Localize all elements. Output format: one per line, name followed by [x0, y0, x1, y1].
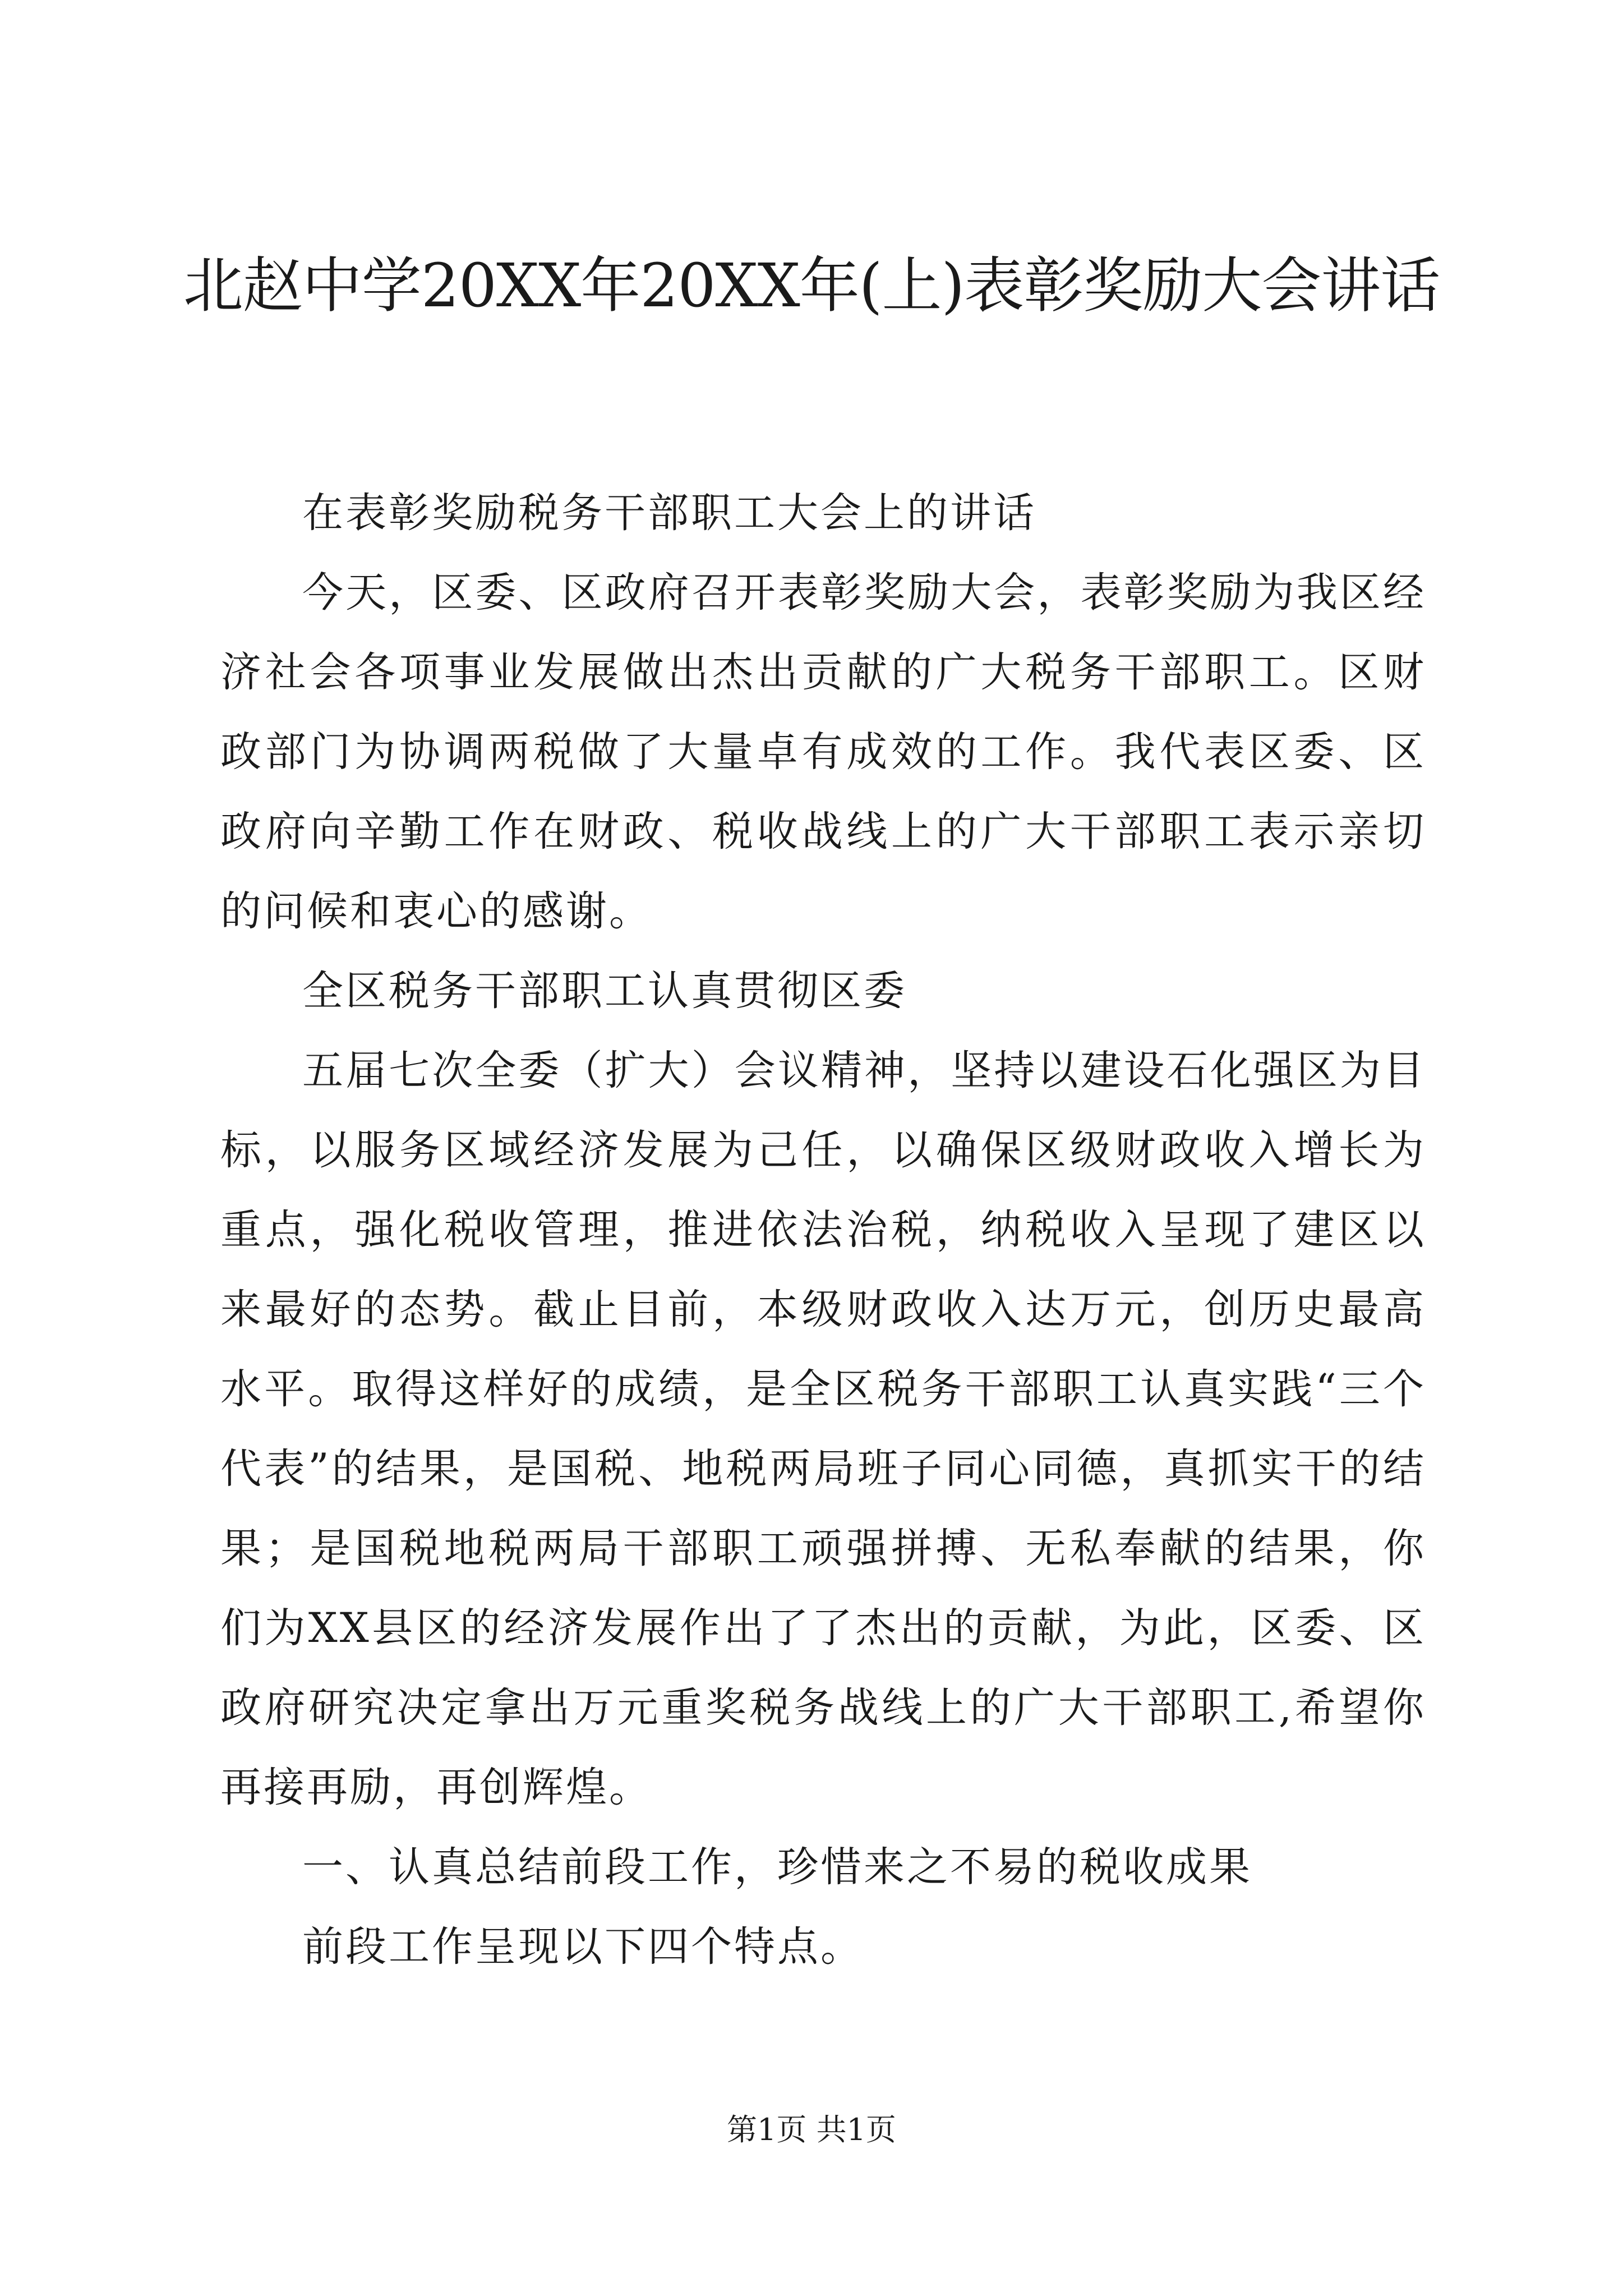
document-title: 北赵中学20XX年20XX年(上)表彰奖励大会讲话 [183, 251, 1440, 321]
paragraph-subtitle: 在表彰奖励税务干部职工大会上的讲话 [302, 489, 1036, 537]
page-number-footer: 第1页 共1页 [727, 2112, 896, 2147]
section-heading-one: 一、认真总结前段工作，珍惜来之不易的税收成果 [302, 1843, 1252, 1891]
paragraph-features: 前段工作呈现以下四个特点。 [302, 1923, 864, 1971]
document-body [220, 473, 1426, 1987]
paragraph-achievements: 五届七次全委（扩大）会议精神，坚持以建设石化强区为目标，以服务区域经济发展为己任，以确保区级财政收入增长为重点，强化税收管理，推进依法治税，纳税收入呈现了建区以来最好的态势。截止目前，本级财政收入达万元，创历史最高水平。取得这样好的成绩，是全区税务干部职工认真实践“三个代表”的结果，是国税、地税两局班子同心同德，真抓实干的结果；是国税地税两局干部职工顽强拼搏、无私奉献的结果，你们为XX县区的经济发展作出了了杰出的贡献，为此，区委、区政府研究决定拿出万元重奖税务战线上的广大干部职工,希望你再接再励，再创辉煌。 [220, 1047, 1426, 1811]
paragraph-opening: 今天，区委、区政府召开表彰奖励大会，表彰奖励为我区经济社会各项事业发展做出杰出贡献的广大税务干部职工。区财政部门为协调两税做了大量卓有成效的工作。我代表区委、区政府向辛勤工作在财政、税收战线上的广大干部职工表示亲切的问候和衷心的感谢。 [220, 569, 1426, 935]
paragraph-implementation: 全区税务干部职工认真贯彻区委 [302, 967, 907, 1015]
